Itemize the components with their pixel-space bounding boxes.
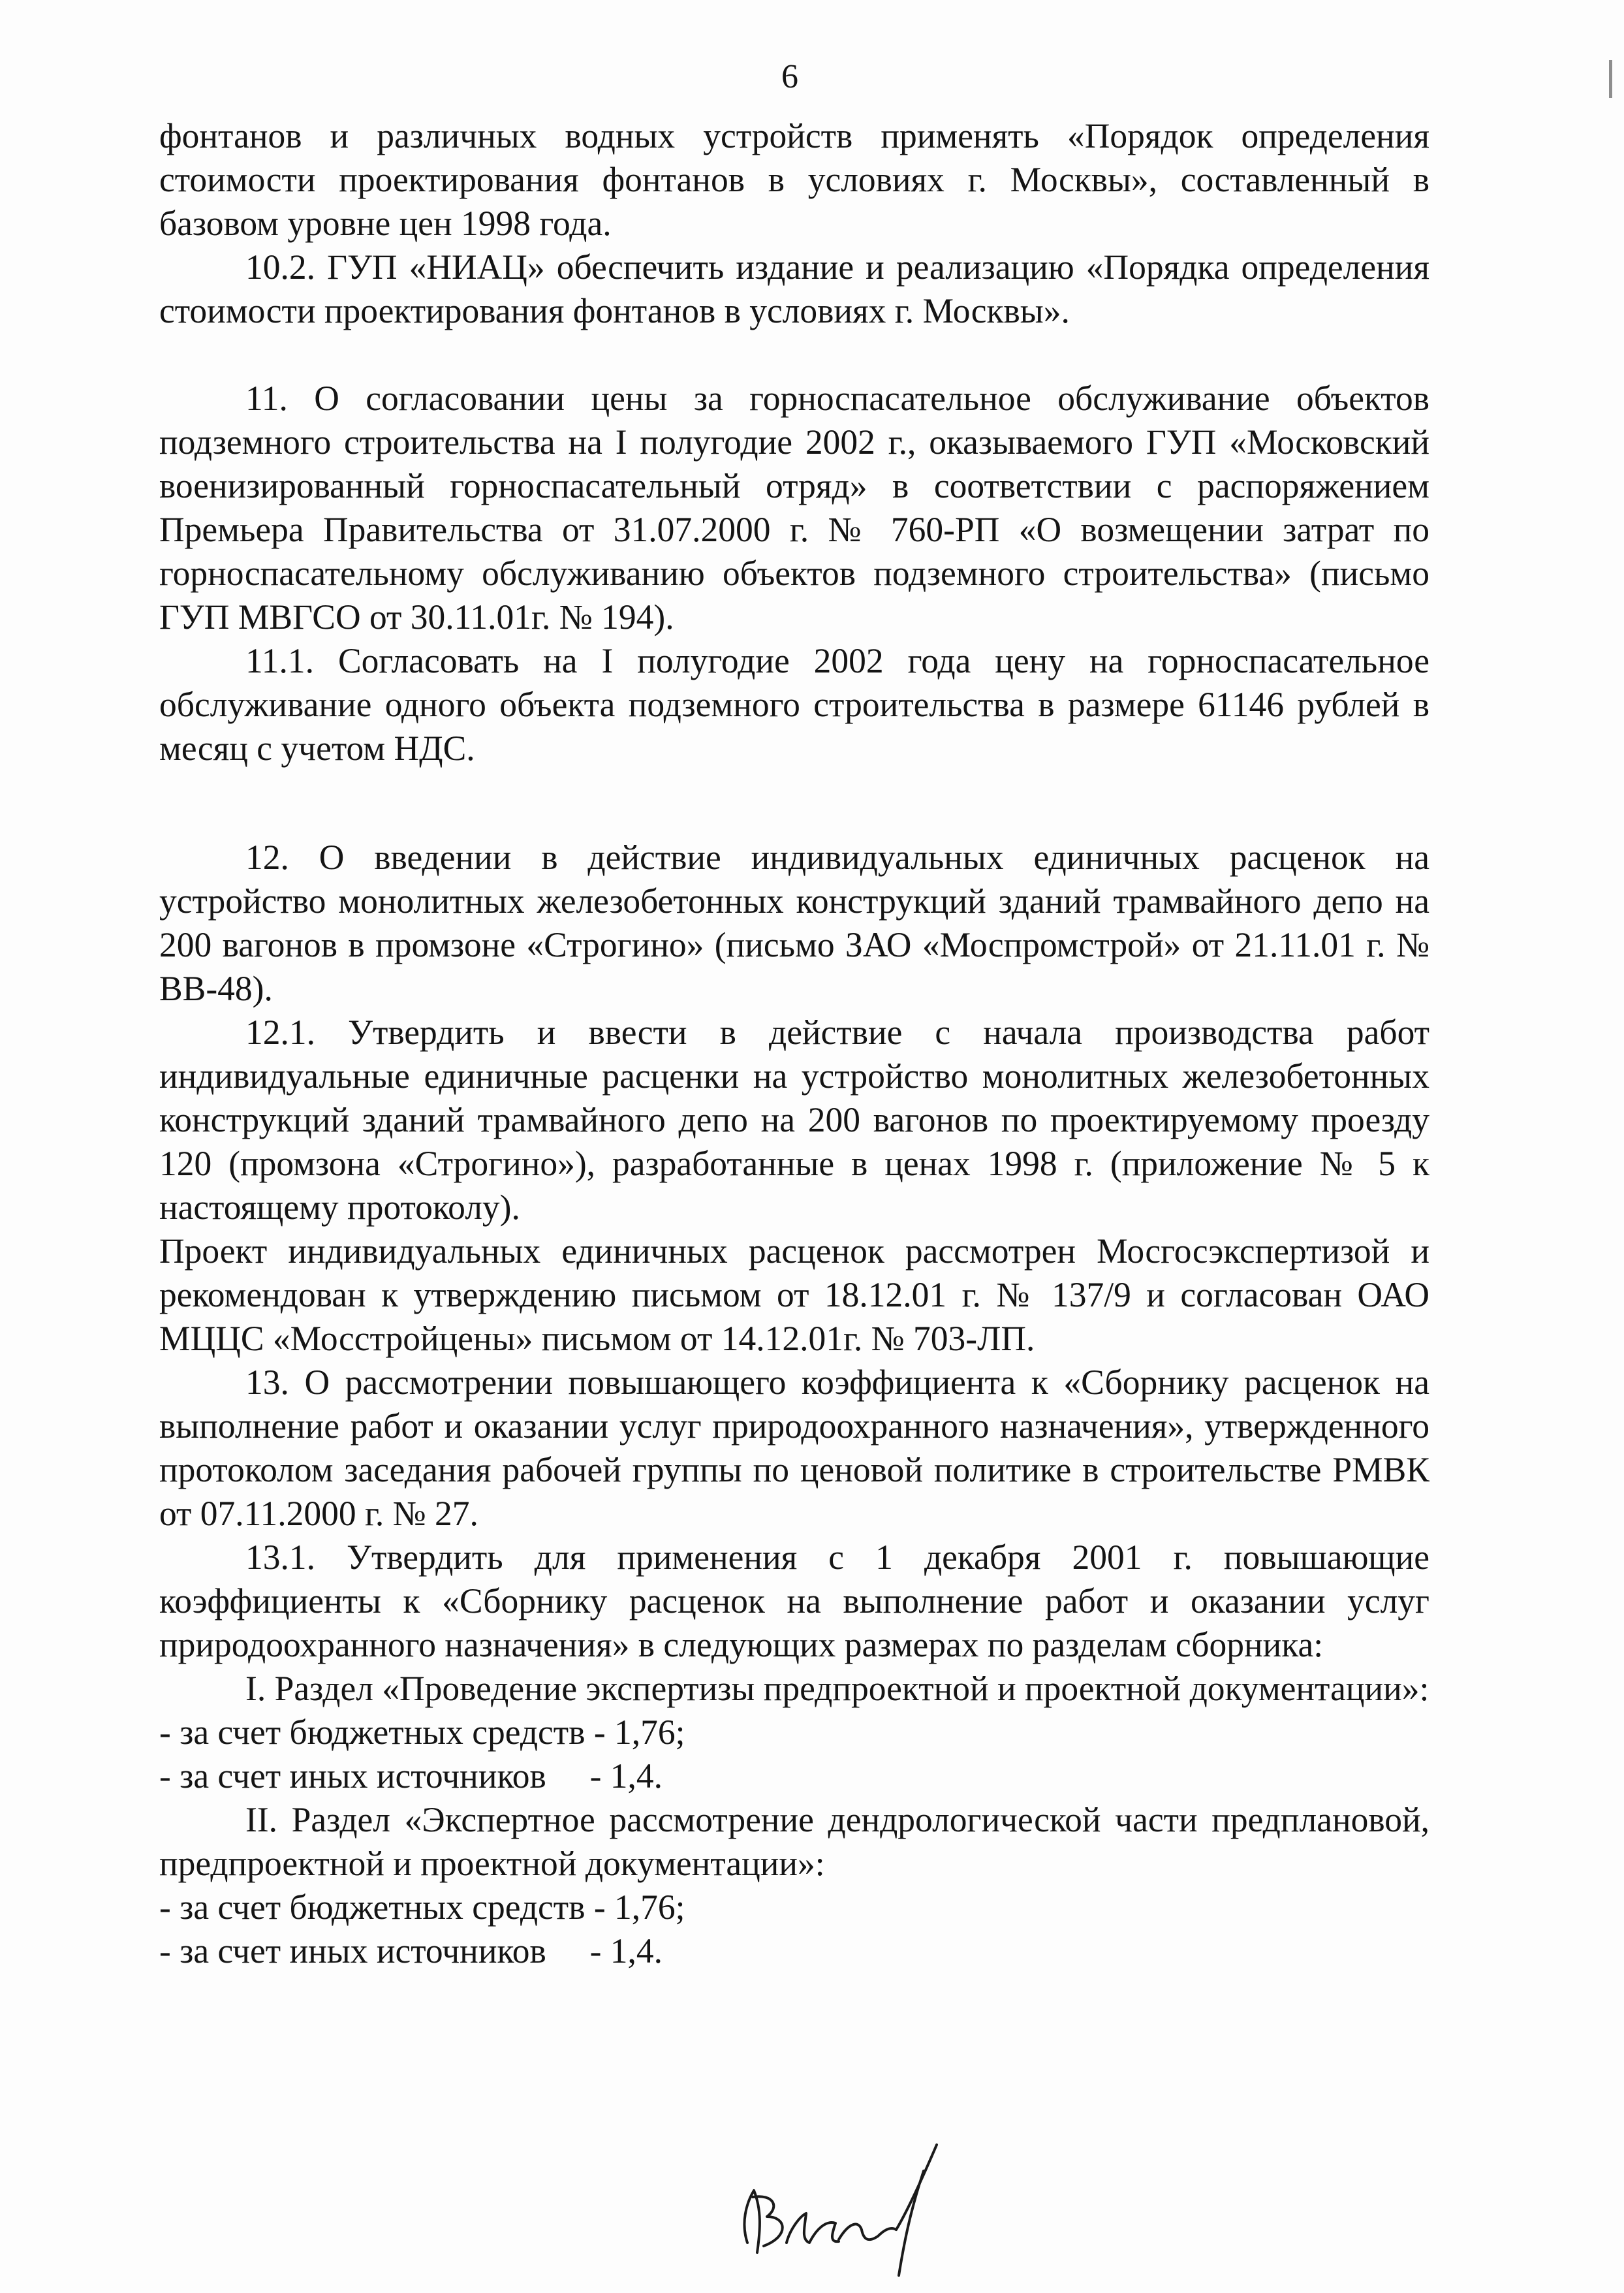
paragraph-13: 13. О рассмотрении повышающего коэффициента к «Сборнику расценок на выполнение работ и оказании услуг природоохранного назначения», утвержденного протоколом заседания рабочей группы по ценовой политике в строительстве РМВК от 07.11.2000 г. № 27. bbox=[159, 1363, 1429, 1533]
paragraph-12-1: 12.1. Утвердить и ввести в действие с начала производства работ индивидуальные единичные расценки на устройство монолитных железобетонных конструкций зданий трамвайного депо на 200 вагонов по проектируемому проезду 120 (промзона «Строгино»), разработанные в ценах 1998 г. (приложение № 5 к настоящему протоколу). bbox=[159, 1013, 1429, 1227]
paragraph-11-1: 11.1. Согласовать на I полугодие 2002 года цену на горноспасательное обслуживание одного объекта подземного строительства в размере 61146 рублей в месяц с учетом НДС. bbox=[159, 641, 1429, 768]
spacer bbox=[159, 770, 1429, 836]
paragraph-12: 12. О введении в действие индивидуальных единичных расценок на устройство монолитных железобетонных конструкций зданий трамвайного депо на 200 вагонов в промзоне «Строгино» (письмо ЗАО «Моспромстрой» от 21.11.01 г. № ВВ-48). bbox=[159, 838, 1429, 1008]
page-number: 6 bbox=[781, 58, 798, 95]
spacer bbox=[159, 333, 1429, 377]
section-ii-budget-coefficient: - за счет бюджетных средств - 1,76; bbox=[159, 1888, 685, 1927]
paragraph-fountains-continuation: фонтанов и различных водных устройств применять «Порядок определения стоимости проектирования фонтанов в условиях г. Москвы», составленный в базовом уровне цен 1998 года. bbox=[159, 116, 1429, 243]
document-body bbox=[159, 114, 1429, 1973]
paragraph-10-2: 10.2. ГУП «НИАЦ» обеспечить издание и реализацию «Порядка определения стоимости проектирования фонтанов в условиях г. Москвы». bbox=[159, 247, 1429, 330]
section-ii-heading: II. Раздел «Экспертное рассмотрение дендрологической части предплановой, предпроектной и проектной документации»: bbox=[159, 1800, 1429, 1883]
paragraph-project-review: Проект индивидуальных единичных расценок рассмотрен Мосгосэкспертизой и рекомендован к утверждению письмом от 18.12.01 г. № 137/9 и согласован ОАО МЦЦС «Мосстройцены» письмом от 14.12.01г. № 703-ЛП. bbox=[159, 1231, 1429, 1358]
section-i-budget-coefficient: - за счет бюджетных средств - 1,76; bbox=[159, 1713, 685, 1752]
section-i-heading: I. Раздел «Проведение экспертизы предпроектной и проектной документации»: bbox=[245, 1669, 1429, 1708]
paragraph-11: 11. О согласовании цены за горноспасательное обслуживание объектов подземного строительства на I полугодие 2002 г., оказываемого ГУП «Московский военизированный горноспасательный отряд» в соответствии с распоряжением Премьера Правительства от 31.07.2000 г. № 760-РП «О возмещении затрат по горноспасательному обслуживанию объектов подземного строительства» (письмо ГУП МВГСО от 30.11.01г. № 194). bbox=[159, 379, 1429, 637]
section-i-other-coefficient: - за счет иных источников - 1,4. bbox=[159, 1756, 663, 1795]
handwritten-signature bbox=[728, 2132, 963, 2282]
section-ii-other-coefficient: - за счет иных источников - 1,4. bbox=[159, 1931, 663, 1970]
scan-edge-mark bbox=[1609, 60, 1612, 98]
paragraph-13-1: 13.1. Утвердить для применения с 1 декабря 2001 г. повышающие коэффициенты к «Сборнику расценок на выполнение работ и оказании услуг природоохранного назначения» в следующих размерах по разделам сборника: bbox=[159, 1538, 1429, 1664]
